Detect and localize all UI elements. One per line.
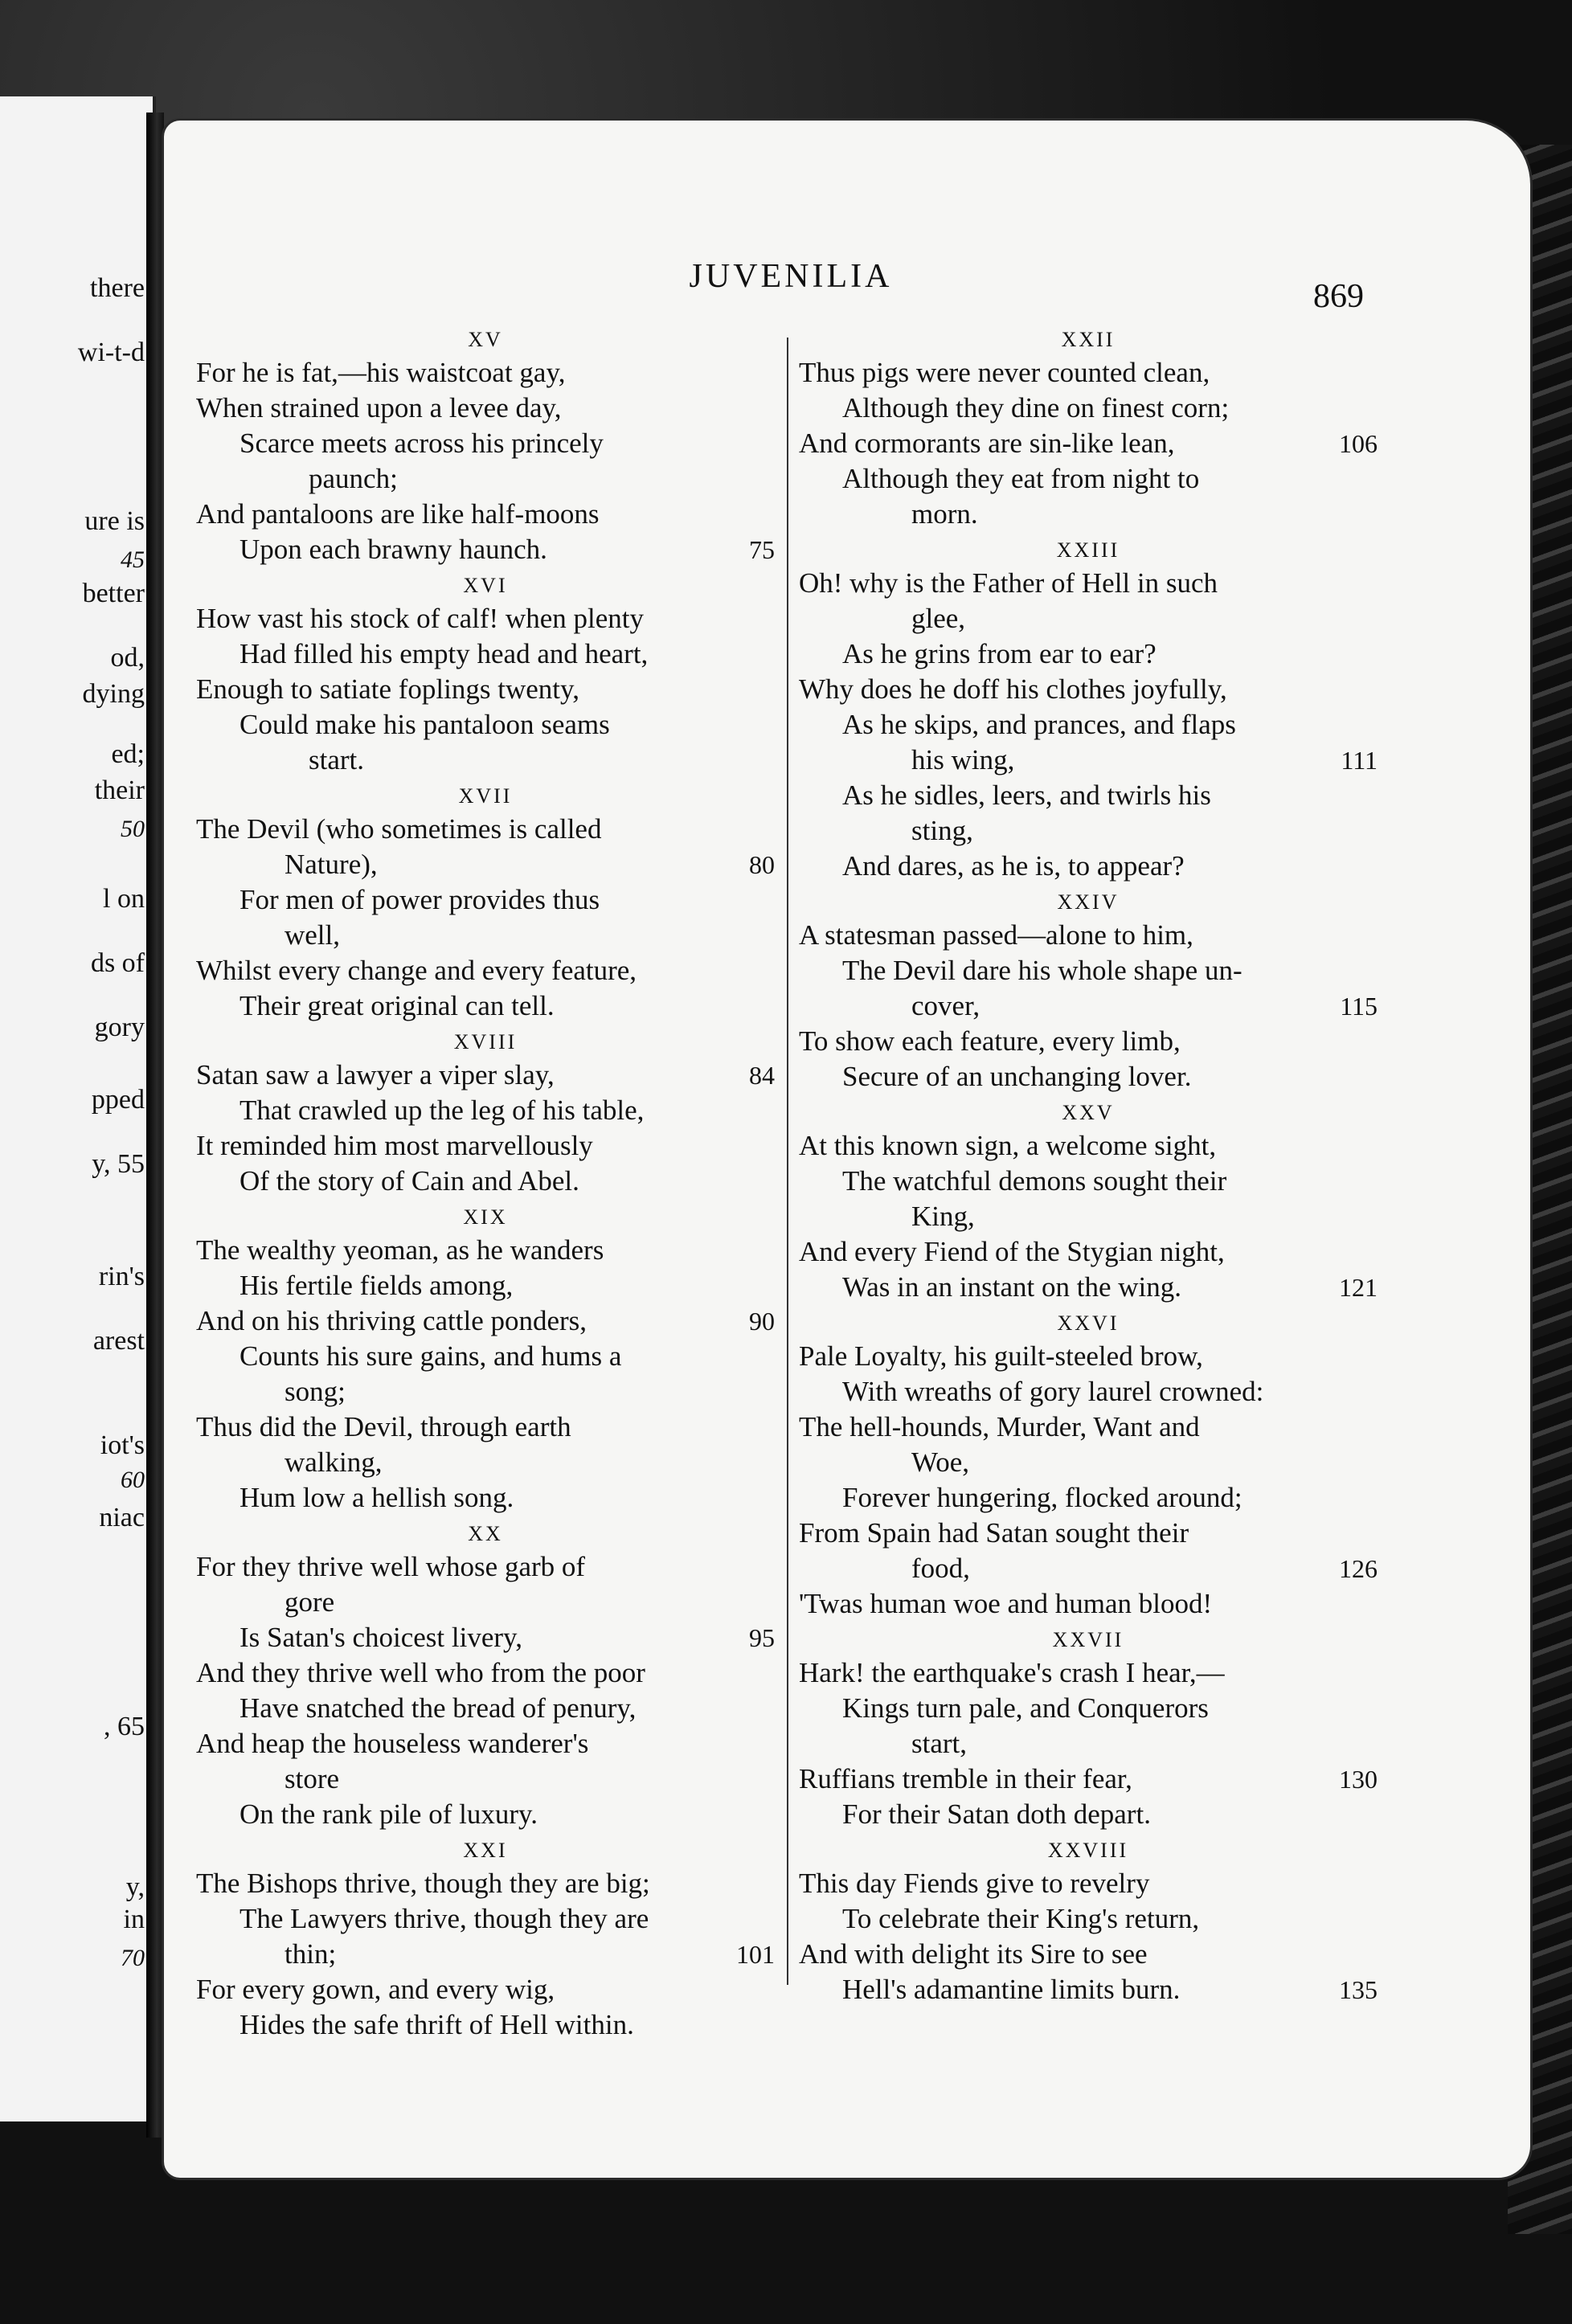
- verse-text: song;: [285, 1376, 346, 1407]
- verse-text: For men of power provides thus: [239, 884, 600, 915]
- verse-text: food,: [911, 1553, 970, 1584]
- facing-page-fragment: 45: [121, 546, 145, 573]
- facing-page-fragment: ds of: [90, 948, 145, 978]
- verse-line: [196, 1901, 775, 1937]
- verse-text: Ruffians tremble in their fear,: [799, 1763, 1132, 1794]
- stanza: [196, 1522, 775, 1832]
- line-number: 115: [1340, 992, 1378, 1021]
- verse-text: On the rank pile of luxury.: [239, 1798, 538, 1830]
- verse-line: [196, 2007, 775, 2043]
- verse-text: To show each feature, every limb,: [799, 1025, 1181, 1057]
- facing-page-fragment: 50: [121, 816, 145, 842]
- line-number: 106: [1339, 429, 1378, 458]
- facing-page-edge: [0, 96, 156, 2121]
- verse-text: Of the story of Cain and Abel.: [239, 1165, 579, 1197]
- verse-line: [799, 636, 1378, 672]
- verse-text: Pale Loyalty, his guilt-steeled brow,: [799, 1340, 1203, 1372]
- verse-line: [196, 1233, 775, 1268]
- verse-line: [196, 1549, 775, 1585]
- verse-line: [196, 1620, 775, 1655]
- verse-text: And on his thriving cattle ponders,: [196, 1305, 587, 1336]
- verse-line: [799, 1024, 1378, 1059]
- verse-line: [799, 1234, 1378, 1270]
- verse-line: [799, 426, 1378, 461]
- stanza: [196, 1205, 775, 1516]
- stanza: [799, 328, 1378, 532]
- verse-line: [196, 355, 775, 391]
- verse-line: [799, 918, 1378, 953]
- verse-line: [799, 1691, 1378, 1726]
- verse-text: And they thrive well who from the poor: [196, 1657, 645, 1688]
- verse-line: [799, 461, 1378, 497]
- verse-text: From Spain had Satan sought their: [799, 1517, 1189, 1549]
- verse-line: [196, 1937, 775, 1972]
- stanza-numeral: XV: [468, 328, 503, 351]
- verse-text: How vast his stock of calf! when plenty: [196, 603, 644, 634]
- verse-text: The hell-hounds, Murder, Want and: [799, 1411, 1200, 1442]
- verse-line: [196, 918, 775, 953]
- verse-text: The watchful demons sought their: [842, 1165, 1227, 1197]
- verse-line: [196, 1972, 775, 2007]
- verse-line: [196, 1761, 775, 1797]
- verse-text: well,: [285, 919, 341, 951]
- column-divider: [787, 338, 788, 1985]
- verse-line: [799, 1726, 1378, 1761]
- facing-page-fragment: pped: [91, 1085, 145, 1115]
- stanza-numeral: XVII: [458, 784, 513, 808]
- stanza-numeral: XVI: [463, 574, 508, 597]
- verse-text: As he grins from ear to ear?: [842, 638, 1156, 669]
- stanza: [799, 1101, 1378, 1305]
- verse-line: [196, 1480, 775, 1516]
- verse-text: His fertile fields among,: [239, 1270, 514, 1301]
- line-number: 126: [1339, 1554, 1378, 1583]
- verse-line: [196, 847, 775, 882]
- stanza-numeral: XX: [468, 1522, 503, 1545]
- verse-text: Have snatched the bread of penury,: [239, 1692, 637, 1724]
- verse-text: With wreaths of gory laurel crowned:: [842, 1376, 1264, 1407]
- verse-text: Although they eat from night to: [842, 463, 1200, 494]
- verse-line: [799, 743, 1378, 778]
- facing-page-fragment: niac: [99, 1503, 145, 1532]
- line-number: 135: [1339, 1975, 1378, 2004]
- verse-text: For their Satan doth depart.: [842, 1798, 1151, 1830]
- verse-line: [799, 672, 1378, 707]
- verse-text: thin;: [285, 1938, 337, 1970]
- verse-line: [196, 882, 775, 918]
- verse-line: [799, 1199, 1378, 1234]
- verse-line: [196, 532, 775, 567]
- verse-line: [196, 426, 775, 461]
- verse-line: [196, 601, 775, 636]
- verse-text: Counts his sure gains, and hums a: [239, 1340, 622, 1372]
- verse-text: And every Fiend of the Stygian night,: [799, 1236, 1225, 1267]
- stanza-numeral: XXVI: [1057, 1311, 1120, 1335]
- facing-page-fragment: better: [82, 579, 145, 608]
- verse-text: Thus pigs were never counted clean,: [799, 357, 1210, 388]
- verse-text: The Lawyers thrive, though they are: [239, 1903, 649, 1934]
- verse-text: This day Fiends give to revelry: [799, 1868, 1150, 1899]
- verse-line: [196, 461, 775, 497]
- verse-line: [799, 1059, 1378, 1094]
- verse-line: [799, 1480, 1378, 1516]
- verse-text: And with delight its Sire to see: [799, 1938, 1148, 1970]
- verse-line: [799, 1374, 1378, 1410]
- stanza: [799, 538, 1378, 884]
- verse-line: [799, 1516, 1378, 1551]
- verse-text: Is Satan's choicest livery,: [239, 1622, 522, 1653]
- stanza-numeral: XXVIII: [1047, 1839, 1129, 1862]
- verse-line: [196, 707, 775, 743]
- verse-text: Hell's adamantine limits burn.: [842, 1974, 1181, 2005]
- verse-line: [196, 636, 775, 672]
- verse-line: [799, 988, 1378, 1024]
- verse-text: Enough to satiate foplings twenty,: [196, 673, 579, 705]
- verse-text: For they thrive well whose garb of: [196, 1551, 586, 1582]
- verse-line: [196, 1655, 775, 1691]
- verse-text: And dares, as he is, to appear?: [842, 850, 1185, 882]
- facing-page-fragment: rin's: [98, 1262, 145, 1291]
- stanza-numeral: XXV: [1062, 1101, 1115, 1124]
- verse-text: Upon each brawny haunch.: [239, 534, 547, 565]
- facing-page-fragment: 70: [121, 1945, 145, 1971]
- right-column: [799, 321, 1378, 2007]
- verse-line: [196, 743, 775, 778]
- verse-text: At this known sign, a welcome sight,: [799, 1130, 1217, 1161]
- verse-line: [196, 1058, 775, 1093]
- facing-page-fragment: 60: [121, 1467, 145, 1493]
- verse-text: Forever hungering, flocked around;: [842, 1482, 1242, 1513]
- verse-line: [799, 497, 1378, 532]
- stanza: [196, 1030, 775, 1199]
- verse-text: And cormorants are sin-like lean,: [799, 428, 1175, 459]
- verse-text: store: [285, 1763, 340, 1794]
- verse-line: [196, 1303, 775, 1339]
- verse-text: start,: [911, 1728, 968, 1759]
- verse-text: start.: [309, 744, 365, 775]
- verse-line: [799, 1339, 1378, 1374]
- stanza-numeral: XXII: [1061, 328, 1116, 351]
- verse-text: Had filled his empty head and heart,: [239, 638, 649, 669]
- facing-page-fragment: wi-t-d: [77, 338, 145, 367]
- stanza-numeral: XVIII: [453, 1030, 518, 1054]
- stanza-numeral: XXIII: [1056, 538, 1120, 562]
- verse-line: [196, 988, 775, 1024]
- verse-line: [196, 391, 775, 426]
- verse-text: Nature),: [285, 849, 378, 880]
- line-number: 111: [1341, 746, 1378, 775]
- verse-line: [799, 707, 1378, 743]
- verse-text: walking,: [285, 1446, 383, 1478]
- verse-line: [799, 1410, 1378, 1445]
- verse-line: [799, 1866, 1378, 1901]
- verse-line: [196, 953, 775, 988]
- facing-page-fragment: dying: [82, 679, 145, 709]
- verse-line: [196, 1128, 775, 1164]
- facing-page-fragment: ure is: [84, 506, 145, 536]
- verse-text: Secure of an unchanging lover.: [842, 1061, 1192, 1092]
- verse-line: [799, 813, 1378, 849]
- verse-line: [196, 1339, 775, 1374]
- facing-page-fragment: , 65: [104, 1712, 145, 1741]
- verse-text: The Devil (who sometimes is called: [196, 813, 602, 845]
- stanza: [196, 574, 775, 778]
- left-column: [196, 321, 775, 2043]
- verse-text: The wealthy yeoman, as he wanders: [196, 1234, 604, 1266]
- stanza-numeral: XXI: [463, 1839, 508, 1862]
- verse-line: [799, 1164, 1378, 1199]
- verse-text: As he skips, and prances, and flaps: [842, 709, 1236, 740]
- line-number: 75: [749, 535, 775, 564]
- stanza: [799, 1628, 1378, 1832]
- verse-text: 'Twas human woe and human blood!: [799, 1588, 1213, 1619]
- verse-text: Thus did the Devil, through earth: [196, 1411, 571, 1442]
- verse-text: The Bishops thrive, though they are big;: [196, 1868, 650, 1899]
- facing-page-fragment: their: [94, 775, 145, 805]
- line-number: 80: [749, 850, 775, 879]
- verse-text: When strained upon a levee day,: [196, 392, 562, 423]
- verse-line: [799, 1586, 1378, 1622]
- book-page: [164, 121, 1530, 2178]
- facing-page-fragment: od,: [110, 643, 145, 673]
- line-number: 130: [1339, 1765, 1378, 1794]
- verse-line: [799, 1797, 1378, 1832]
- verse-line: [799, 1445, 1378, 1480]
- verse-line: [196, 672, 775, 707]
- verse-text: Hum low a hellish song.: [239, 1482, 514, 1513]
- verse-line: [196, 1164, 775, 1199]
- stanza: [196, 784, 775, 1024]
- stanza: [196, 328, 775, 567]
- verse-text: Satan saw a lawyer a viper slay,: [196, 1059, 555, 1090]
- verse-text: paunch;: [309, 463, 398, 494]
- verse-text: Could make his pantaloon seams: [239, 709, 610, 740]
- verse-line: [799, 1761, 1378, 1797]
- verse-line: [799, 601, 1378, 636]
- verse-text: Whilst every change and every feature,: [196, 955, 637, 986]
- verse-line: [799, 566, 1378, 601]
- verse-text: Hides the safe thrift of Hell within.: [239, 2009, 634, 2040]
- verse-line: [799, 1972, 1378, 2007]
- verse-line: [196, 1726, 775, 1761]
- facing-page-fragment: in: [123, 1905, 145, 1934]
- stanza-numeral: XIX: [463, 1205, 508, 1229]
- verse-line: [196, 1093, 775, 1128]
- facing-page-fragment: l on: [103, 884, 145, 914]
- verse-line: [196, 1585, 775, 1620]
- verse-text: And heap the houseless wanderer's: [196, 1728, 589, 1759]
- verse-line: [196, 812, 775, 847]
- facing-page-fragment: arest: [92, 1326, 145, 1356]
- facing-page-fragment: iot's: [100, 1430, 145, 1460]
- verse-line: [196, 1374, 775, 1410]
- verse-line: [799, 1937, 1378, 1972]
- verse-line: [799, 953, 1378, 988]
- facing-page-fragment: y,: [125, 1872, 145, 1902]
- stanza: [799, 1311, 1378, 1622]
- verse-line: [196, 1691, 775, 1726]
- verse-text: Scarce meets across his princely: [239, 428, 604, 459]
- verse-text: For he is fat,—his waistcoat gay,: [196, 357, 566, 388]
- verse-text: King,: [911, 1201, 975, 1232]
- line-number: 84: [749, 1061, 775, 1090]
- verse-text: Their great original can tell.: [239, 990, 555, 1021]
- verse-line: [196, 1268, 775, 1303]
- verse-line: [196, 1797, 775, 1832]
- verse-text: A statesman passed—alone to him,: [799, 919, 1193, 951]
- verse-line: [799, 355, 1378, 391]
- facing-page-fragment: y, 55: [92, 1149, 145, 1179]
- verse-text: cover,: [911, 990, 980, 1021]
- verse-text: Oh! why is the Father of Hell in such: [799, 567, 1218, 599]
- verse-line: [799, 1901, 1378, 1937]
- verse-line: [799, 391, 1378, 426]
- verse-text: morn.: [911, 498, 978, 530]
- verse-text: Kings turn pale, and Conquerors: [842, 1692, 1209, 1724]
- verse-line: [799, 778, 1378, 813]
- verse-line: [799, 1128, 1378, 1164]
- verse-line: [799, 849, 1378, 884]
- verse-text: The Devil dare his whole shape un-: [842, 955, 1242, 986]
- verse-text: gore: [285, 1586, 335, 1618]
- stanza-numeral: XXVII: [1052, 1628, 1124, 1651]
- verse-text: Although they dine on finest corn;: [842, 392, 1230, 423]
- verse-text: glee,: [911, 603, 966, 634]
- line-number: 121: [1339, 1273, 1378, 1302]
- verse-text: It reminded him most marvellously: [196, 1130, 593, 1161]
- verse-line: [799, 1270, 1378, 1305]
- verse-text: For every gown, and every wig,: [196, 1974, 555, 2005]
- book-spine: [146, 113, 164, 2138]
- verse-text: That crawled up the leg of his table,: [239, 1094, 645, 1126]
- stanza: [799, 890, 1378, 1094]
- verse-line: [196, 497, 775, 532]
- verse-text: his wing,: [911, 744, 1015, 775]
- verse-line: [799, 1551, 1378, 1586]
- verse-line: [196, 1445, 775, 1480]
- verse-text: To celebrate their King's return,: [842, 1903, 1200, 1934]
- verse-text: And pantaloons are like half-moons: [196, 498, 600, 530]
- verse-line: [799, 1655, 1378, 1691]
- verse-text: Woe,: [911, 1446, 970, 1478]
- line-number: 95: [749, 1623, 775, 1652]
- stanza: [799, 1839, 1378, 2007]
- verse-text: Was in an instant on the wing.: [842, 1271, 1181, 1303]
- line-number: 90: [749, 1307, 775, 1336]
- verse-line: [196, 1410, 775, 1445]
- verse-text: Hark! the earthquake's crash I hear,—: [799, 1657, 1225, 1688]
- verse-text: Why does he doff his clothes joyfully,: [799, 673, 1227, 705]
- stanza-numeral: XXIV: [1057, 890, 1120, 914]
- verse-line: [196, 1866, 775, 1901]
- verse-text: sting,: [911, 815, 973, 846]
- facing-page-fragment: ed;: [111, 739, 145, 769]
- page-number: 869: [1313, 278, 1364, 315]
- line-number: 101: [736, 1940, 775, 1969]
- running-title: JUVENILIA: [689, 258, 893, 295]
- verse-text: As he sidles, leers, and twirls his: [842, 779, 1211, 811]
- stanza: [196, 1839, 775, 2043]
- facing-page-fragment: there: [90, 273, 145, 303]
- facing-page-fragment: gory: [94, 1013, 145, 1042]
